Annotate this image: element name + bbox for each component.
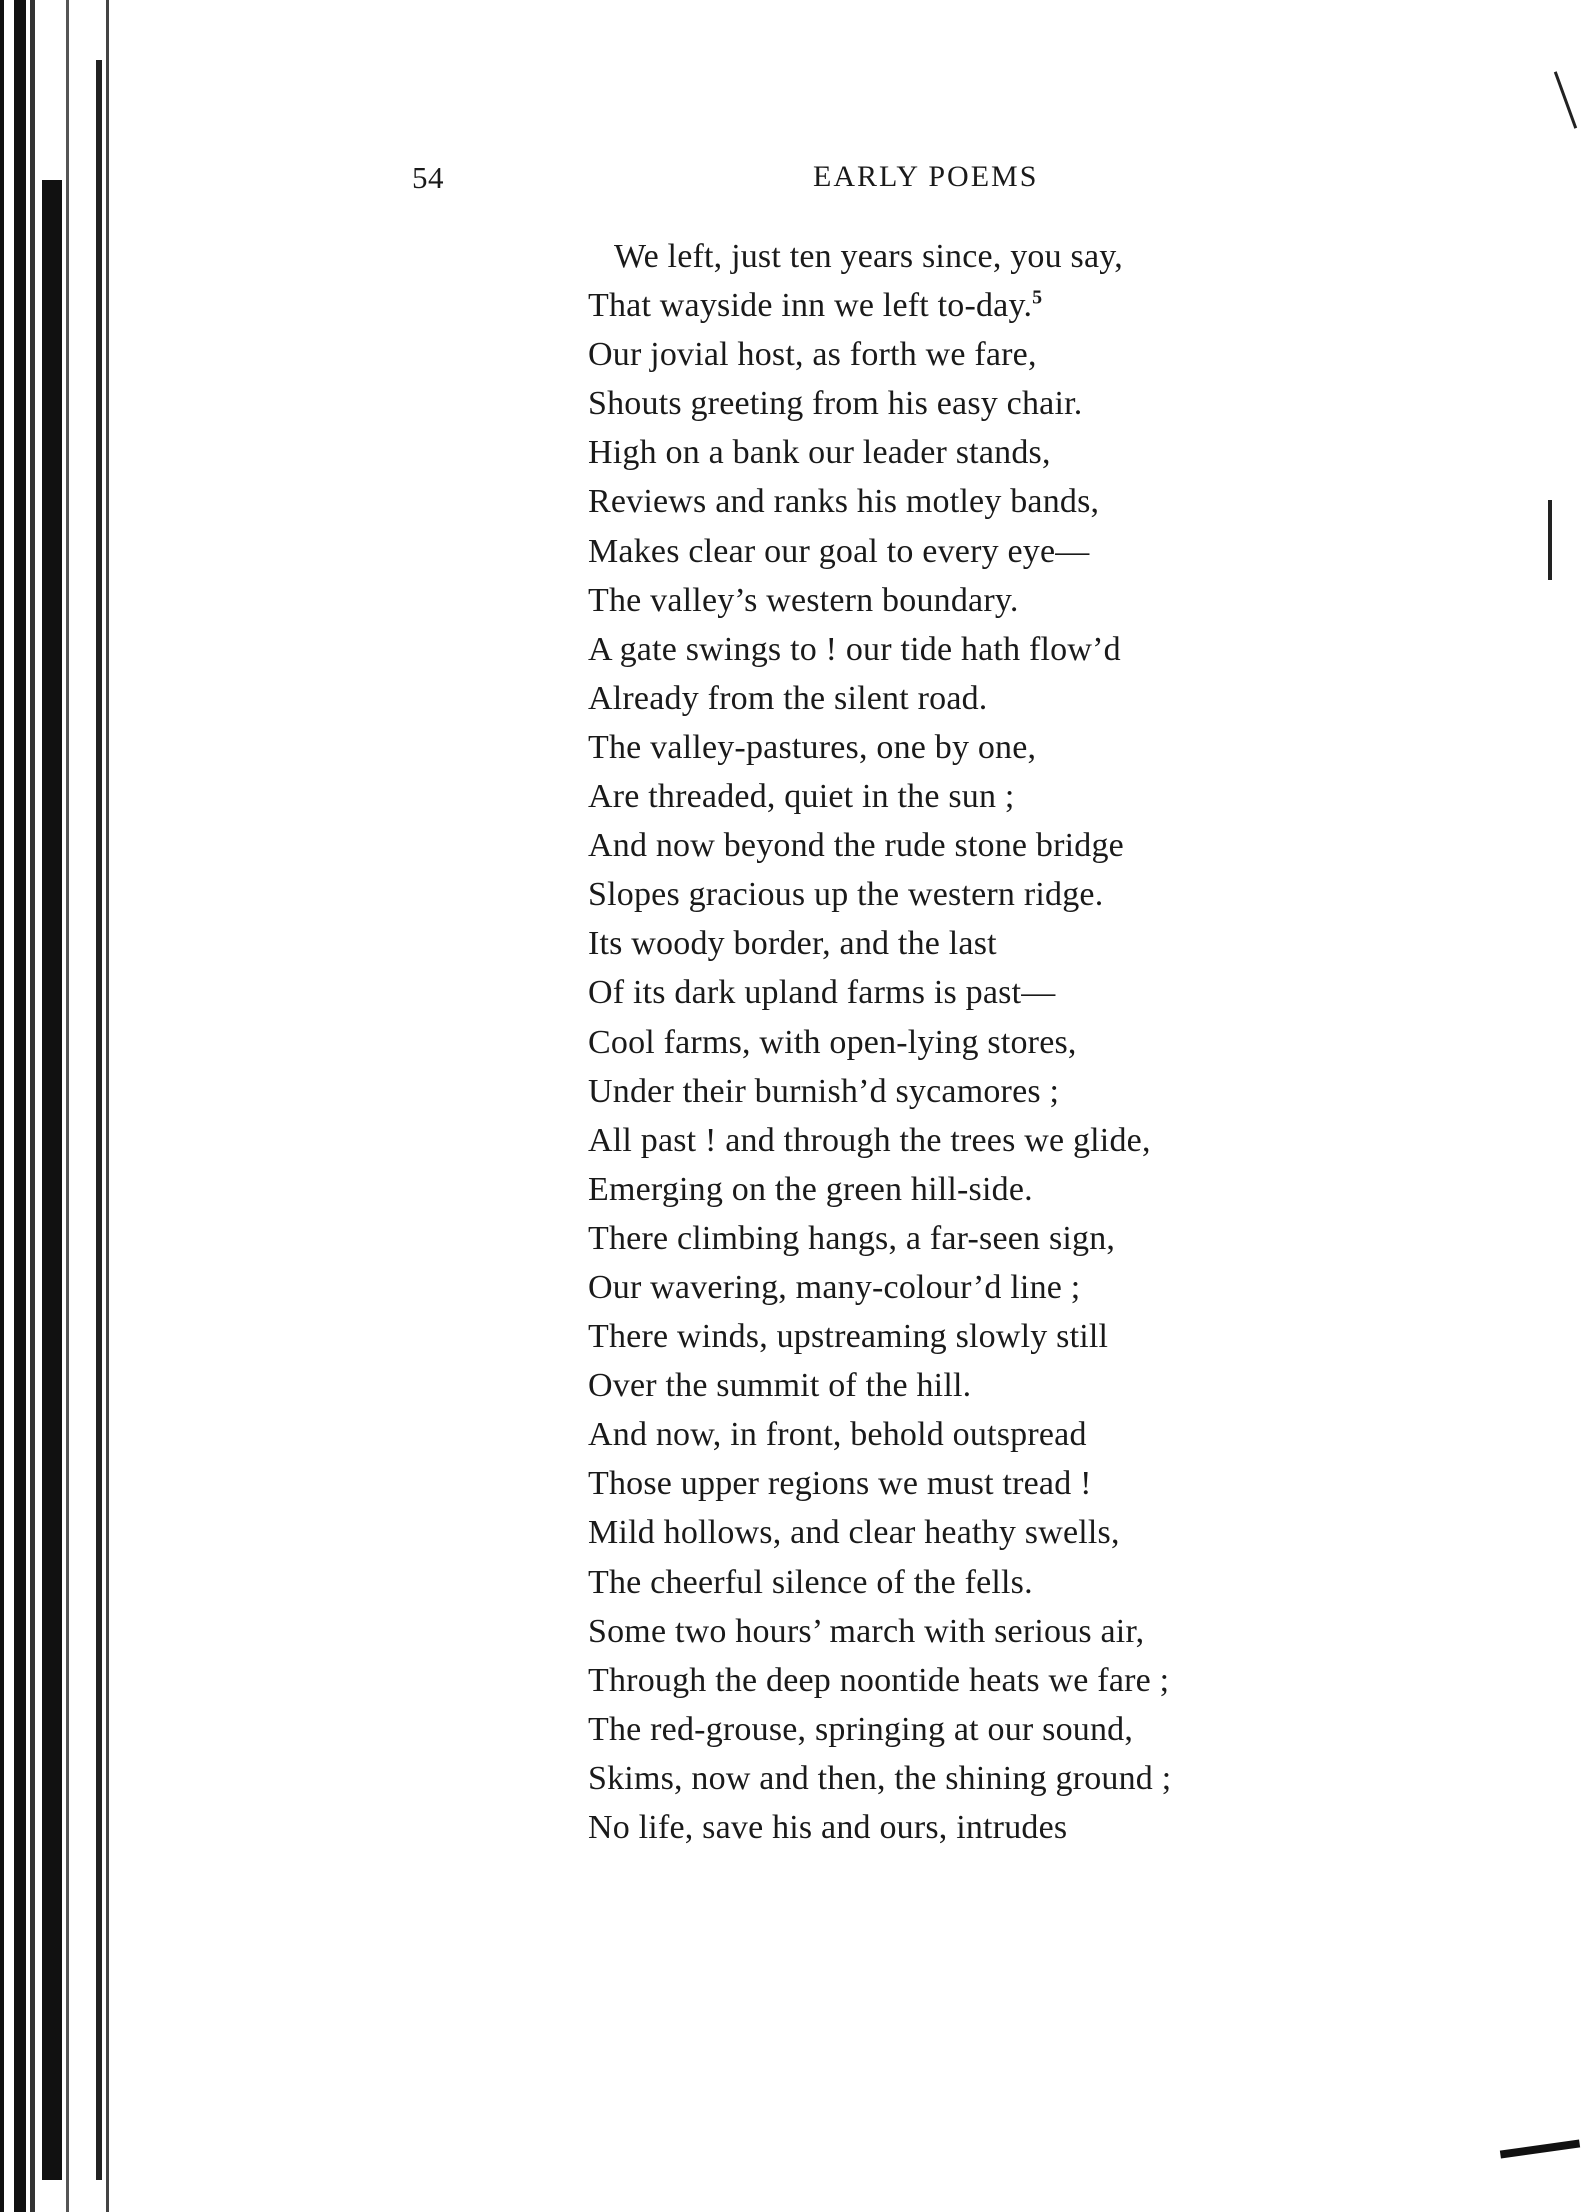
poem-body: [588, 232, 1348, 1852]
poem-line: Slopes gracious up the western ridge.: [588, 876, 1104, 914]
poem-line-with-footnote: [588, 281, 1348, 330]
poem-line: The valley’s western boundary.: [588, 581, 1019, 619]
poem-line: Under their burnish’d sycamores ;: [588, 1072, 1060, 1110]
book-gutter-shadow: [0, 0, 120, 2212]
scan-artifact-right-bottom: [1500, 2139, 1580, 2158]
poem-line: A gate swings to ! our tide hath flow’d: [588, 630, 1121, 668]
poem-line: Emerging on the green hill-side.: [588, 1170, 1033, 1208]
poem-line: Mild hollows, and clear heathy swells,: [588, 1514, 1120, 1552]
footnote-reference: 5: [1032, 286, 1043, 309]
poem-line: Those upper regions we must tread !: [588, 1465, 1092, 1503]
poem-line: The valley-pastures, one by one,: [588, 728, 1037, 766]
poem-line: The cheerful silence of the fells.: [588, 1563, 1033, 1601]
poem-line: Some two hours’ march with serious air,: [588, 1612, 1145, 1650]
poem-line: Over the summit of the hill.: [588, 1367, 972, 1405]
poem-line: The red-grouse, springing at our sound,: [588, 1710, 1134, 1748]
poem-line: All past ! and through the trees we glide,: [588, 1121, 1151, 1159]
poem-line: And now beyond the rude stone bridge: [588, 827, 1124, 865]
poem-line: Already from the silent road.: [588, 679, 988, 717]
poem-line: High on a bank our leader stands,: [588, 434, 1051, 472]
poem-line: No life, save his and ours, intrudes: [588, 1809, 1068, 1846]
poem-line: Of its dark upland farms is past—: [588, 974, 1056, 1012]
poem-line: Shouts greeting from his easy chair.: [588, 385, 1083, 423]
poem-line-text: That wayside inn we left to-day.: [588, 287, 1033, 325]
poem-line: Through the deep noontide heats we fare ;: [588, 1661, 1170, 1699]
poem-line: And now, in front, behold outspread: [588, 1416, 1087, 1454]
poem-line: Skims, now and then, the shining ground ;: [588, 1759, 1172, 1797]
poem-line: We left, just ten years since, you say,: [614, 238, 1123, 275]
poem-line: Reviews and ranks his motley bands,: [588, 483, 1100, 521]
poem-line: Makes clear our goal to every eye—: [588, 532, 1090, 570]
poem-line: Are threaded, quiet in the sun ;: [588, 778, 1015, 816]
scan-artifact-right-top: [1554, 71, 1577, 128]
poem-line: Our wavering, many-colour’d line ;: [588, 1268, 1081, 1306]
poem-line: There winds, upstreaming slowly still: [588, 1318, 1109, 1356]
poem-line: Cool farms, with open-lying stores,: [588, 1023, 1077, 1061]
poem-line: There climbing hangs, a far-seen sign,: [588, 1219, 1116, 1257]
scan-artifact-right-mid: [1548, 500, 1552, 580]
page-title: EARLY POEMS: [813, 160, 1039, 193]
page-number: 54: [412, 160, 444, 195]
poem-line: Its woody border, and the last: [588, 925, 997, 963]
poem-line: Our jovial host, as forth we fare,: [588, 336, 1037, 374]
running-head: [0, 150, 1588, 200]
